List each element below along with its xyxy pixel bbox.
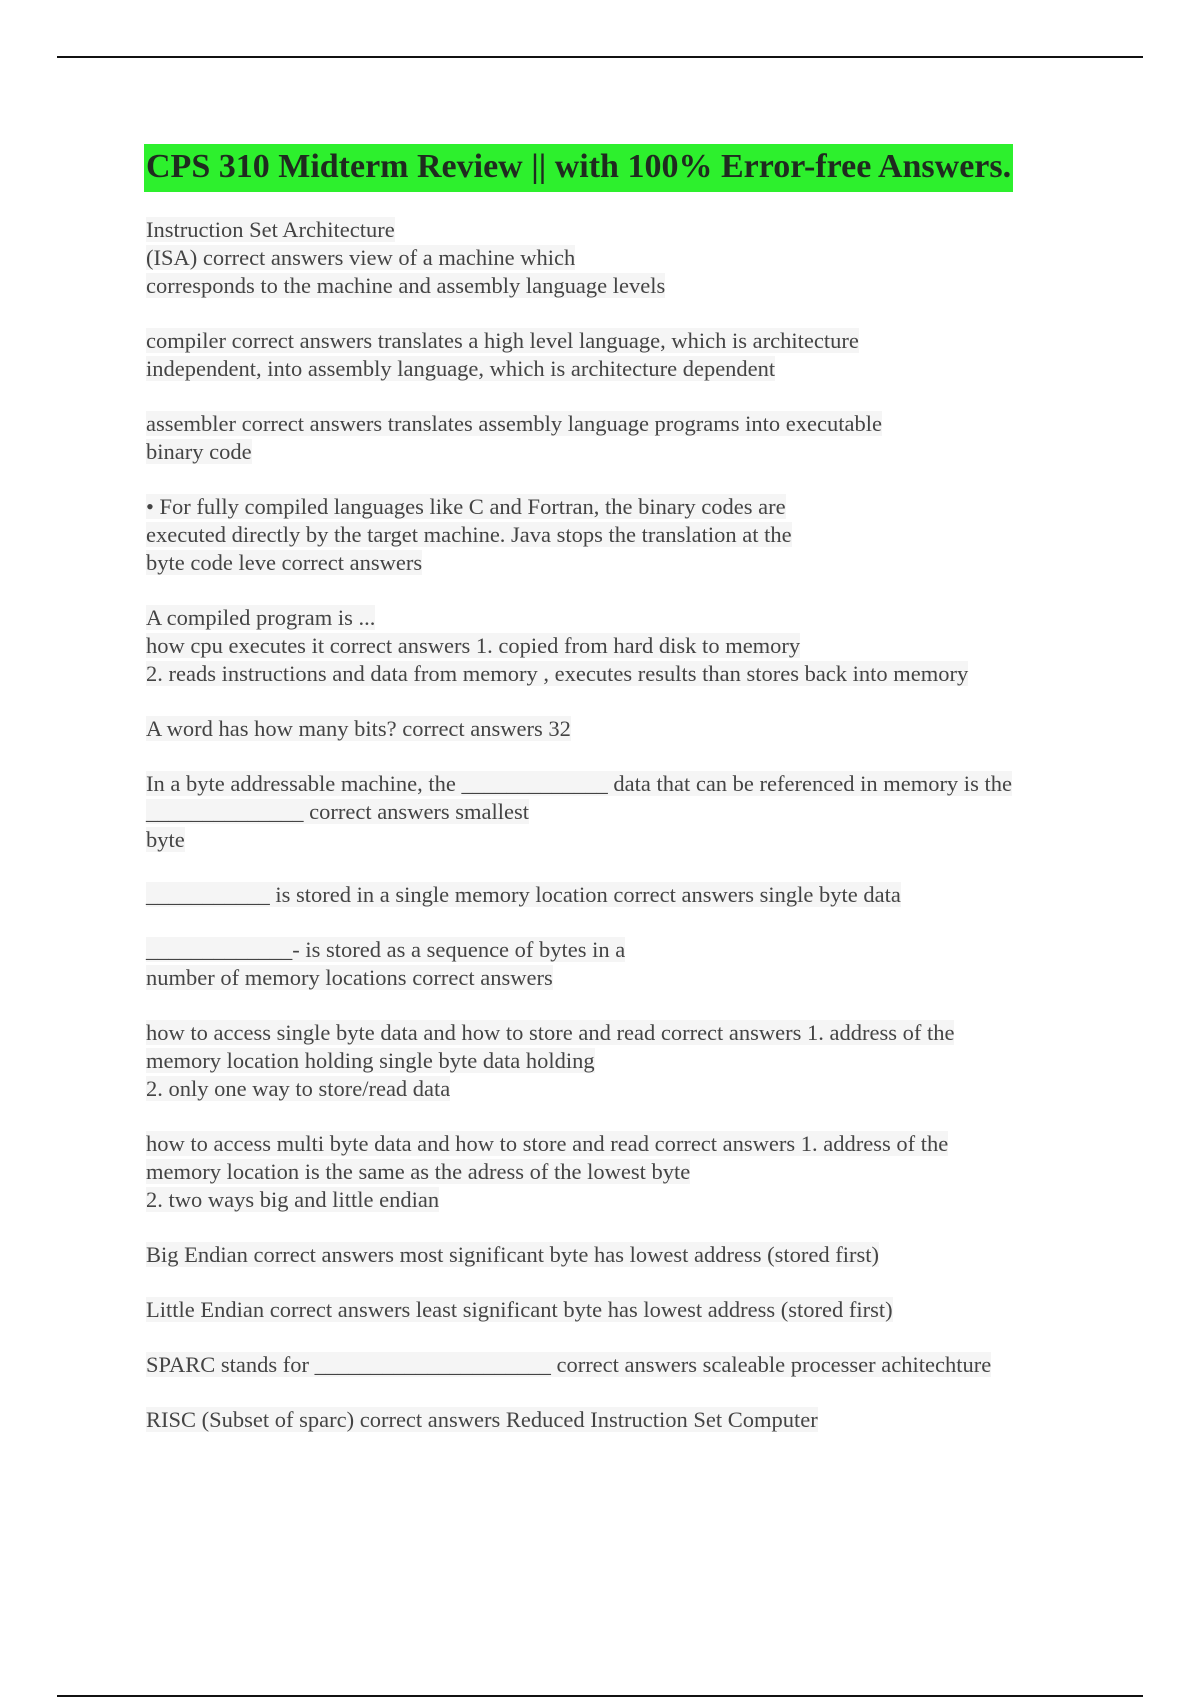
- title-highlight: [144, 144, 1013, 192]
- entry-line-text: byte code leve correct answers: [146, 550, 423, 575]
- qa-entry: [146, 1241, 1096, 1269]
- entry-line: [146, 244, 1096, 272]
- entry-line: [146, 410, 1096, 438]
- entry-line-text: 2. reads instructions and data from memory , executes results than stores back into memory: [146, 661, 969, 686]
- qa-entries: [146, 216, 1096, 1434]
- qa-entry: [146, 1406, 1096, 1434]
- entry-line-text: number of memory locations correct answers: [146, 965, 553, 990]
- entry-line-text: RISC (Subset of sparc) correct answers Reduced Instruction Set Computer: [146, 1407, 818, 1432]
- entry-line-text: ______________ correct answers smallest: [146, 799, 530, 824]
- entry-line: [146, 604, 1096, 632]
- qa-entry: [146, 327, 1096, 383]
- entry-line: [146, 355, 1096, 383]
- entry-line-text: corresponds to the machine and assembly language levels: [146, 273, 666, 298]
- qa-entry: [146, 936, 1096, 992]
- entry-line-text: memory location holding single byte data holding: [146, 1048, 595, 1073]
- qa-entry: [146, 216, 1096, 300]
- qa-entry: [146, 1019, 1096, 1103]
- entry-line-text: A word has how many bits? correct answers 32: [146, 716, 571, 741]
- entry-line-text: Instruction Set Architecture: [146, 217, 395, 242]
- entry-line: [146, 798, 1096, 826]
- entry-line-text: 2. two ways big and little endian: [146, 1187, 440, 1212]
- entry-line: [146, 1019, 1096, 1047]
- entry-line: [146, 632, 1096, 660]
- entry-line: [146, 1075, 1096, 1103]
- entry-line: [146, 521, 1096, 549]
- document-page: [146, 144, 1096, 1461]
- entry-line: [146, 964, 1096, 992]
- entry-line-text: independent, into assembly language, which is architecture dependent: [146, 356, 776, 381]
- entry-line-text: how to access single byte data and how to store and read correct answers 1. address of the: [146, 1020, 955, 1045]
- entry-line: [146, 327, 1096, 355]
- qa-entry: [146, 881, 1096, 909]
- entry-line-text: _____________- is stored as a sequence of bytes in a: [146, 937, 626, 962]
- entry-line: [146, 826, 1096, 854]
- entry-line-text: • For fully compiled languages like C and Fortran, the binary codes are: [146, 494, 786, 519]
- entry-line: [146, 438, 1096, 466]
- entry-line-text: executed directly by the target machine. Java stops the translation at the: [146, 522, 792, 547]
- entry-line-text: Little Endian correct answers least significant byte has lowest address (stored first): [146, 1297, 893, 1322]
- document-title: CPS 310 Midterm Review || with 100% Error-free Answers.: [146, 148, 1012, 185]
- qa-entry: [146, 1130, 1096, 1214]
- entry-line: [146, 216, 1096, 244]
- entry-line: [146, 1406, 1096, 1434]
- entry-line: [146, 1158, 1096, 1186]
- entry-line: [146, 770, 1096, 798]
- entry-line-text: compiler correct answers translates a high level language, which is architecture: [146, 328, 859, 353]
- entry-line-text: byte: [146, 827, 185, 852]
- entry-line: [146, 936, 1096, 964]
- footer-rule: [57, 1695, 1143, 1697]
- entry-line-text: how cpu executes it correct answers 1. copied from hard disk to memory: [146, 633, 801, 658]
- entry-line-text: Big Endian correct answers most significant byte has lowest address (stored first): [146, 1242, 879, 1267]
- qa-entry: [146, 410, 1096, 466]
- entry-line: [146, 272, 1096, 300]
- entry-line-text: In a byte addressable machine, the _____________ data that can be referenced in memory is the: [146, 771, 1012, 796]
- qa-entry: [146, 604, 1096, 688]
- entry-line-text: assembler correct answers translates assembly language programs into executable: [146, 411, 882, 436]
- entry-line: [146, 715, 1096, 743]
- qa-entry: [146, 493, 1096, 577]
- entry-line: [146, 549, 1096, 577]
- entry-line: [146, 493, 1096, 521]
- entry-line: [146, 881, 1096, 909]
- entry-line-text: memory location is the same as the adress of the lowest byte: [146, 1159, 691, 1184]
- qa-entry: [146, 1351, 1096, 1379]
- entry-line: [146, 1186, 1096, 1214]
- entry-line-text: SPARC stands for _____________________ correct answers scaleable processer achitechture: [146, 1352, 992, 1377]
- entry-line: [146, 1130, 1096, 1158]
- entry-line-text: A compiled program is ...: [146, 605, 376, 630]
- qa-entry: [146, 715, 1096, 743]
- entry-line-text: 2. only one way to store/read data: [146, 1076, 451, 1101]
- qa-entry: [146, 770, 1096, 854]
- entry-line: [146, 660, 1096, 688]
- qa-entry: [146, 1296, 1096, 1324]
- entry-line: [146, 1047, 1096, 1075]
- entry-line: [146, 1296, 1096, 1324]
- entry-line-text: how to access multi byte data and how to store and read correct answers 1. address of the: [146, 1131, 949, 1156]
- entry-line-text: ___________ is stored in a single memory location correct answers single byte data: [146, 882, 901, 907]
- entry-line: [146, 1241, 1096, 1269]
- entry-line-text: (ISA) correct answers view of a machine which: [146, 245, 576, 270]
- entry-line-text: binary code: [146, 439, 252, 464]
- entry-line: [146, 1351, 1096, 1379]
- header-rule: [57, 56, 1143, 58]
